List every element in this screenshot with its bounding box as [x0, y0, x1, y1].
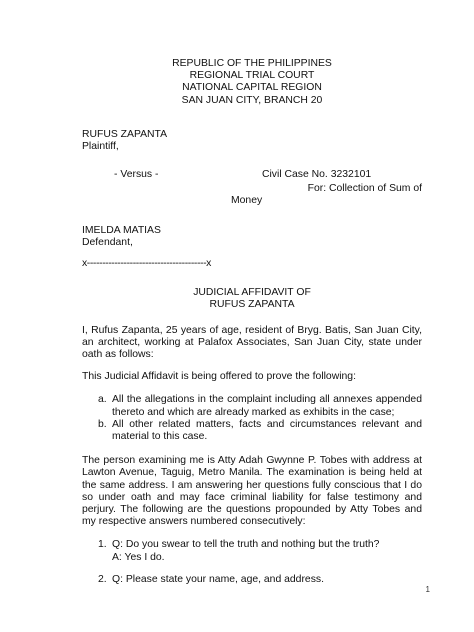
court-header [82, 58, 422, 107]
plaintiff-role: Plaintiff, [82, 141, 119, 153]
case-nature-continued: Money [231, 195, 263, 207]
document-title [82, 287, 422, 311]
qa-number: 2. [98, 573, 107, 585]
intro-paragraph: I, Rufus Zapanta, 25 years of age, resident of Bryg. Batis, San Juan City, an architect, working at Palafox Associates, San Juan City, state under oath as follows: [82, 324, 422, 361]
qa-number: 1. [98, 539, 107, 551]
title-line-2: RUFUS ZAPANTA [209, 299, 295, 311]
qa-question: Q: Do you swear to tell the truth and nothing but the truth? [112, 539, 380, 551]
list-text: All the allegations in the complaint including all annexes appended thereto and which are already marked as exhibits in the case; [112, 394, 422, 418]
case-nature: For: Collection of Sum of [307, 183, 422, 195]
examiner-paragraph: The person examining me is Atty Adah Gwynne P. Tobes with address at Lawton Avenue, Taguig, Metro Manila. The examination is being held at the same address. I am answering her questions fully conscious that I do so under oath and may face criminal liability for false testimony and perjury. The following are the questions propounded by Atty Tobes and my respective answers numbered consecutively: [82, 455, 422, 528]
qa-item [98, 539, 422, 563]
defendant-name: IMELDA MATIAS [82, 224, 161, 236]
defendant-role: Defendant, [82, 236, 133, 248]
list-text: All other related matters, facts and circumstances relevant and material to this case. [112, 418, 422, 443]
qa-answer: A: Yes I do. [112, 551, 165, 563]
defendant-block [82, 225, 422, 249]
header-line-branch: SAN JUAN CITY, BRANCH 20 [181, 94, 323, 106]
list-item [98, 419, 422, 443]
purpose-list [98, 394, 422, 443]
qa-question: Q: Please state your name, age, and address. [112, 573, 324, 585]
header-line-region: NATIONAL CAPITAL REGION [182, 82, 322, 94]
list-item [98, 394, 422, 418]
caption-divider: x---------------------------------------x [82, 258, 211, 270]
page-number: 1 [425, 584, 430, 594]
versus-row [82, 169, 422, 181]
plaintiff-name: RUFUS ZAPANTA [82, 128, 168, 140]
title-line-1: JUDICIAL AFFIDAVIT OF [193, 287, 311, 299]
list-marker: b. [98, 418, 107, 430]
header-line-court: REGIONAL TRIAL COURT [189, 70, 315, 82]
list-marker: a. [98, 394, 107, 406]
purpose-paragraph: This Judicial Affidavit is being offered to prove the following: [82, 371, 356, 383]
qa-item [98, 574, 422, 586]
plaintiff-block [82, 129, 422, 153]
case-number: Civil Case No. 3232101 [262, 169, 372, 181]
versus-label: - Versus - [114, 169, 159, 181]
header-line-republic: REPUBLIC OF THE PHILIPPINES [172, 58, 332, 69]
